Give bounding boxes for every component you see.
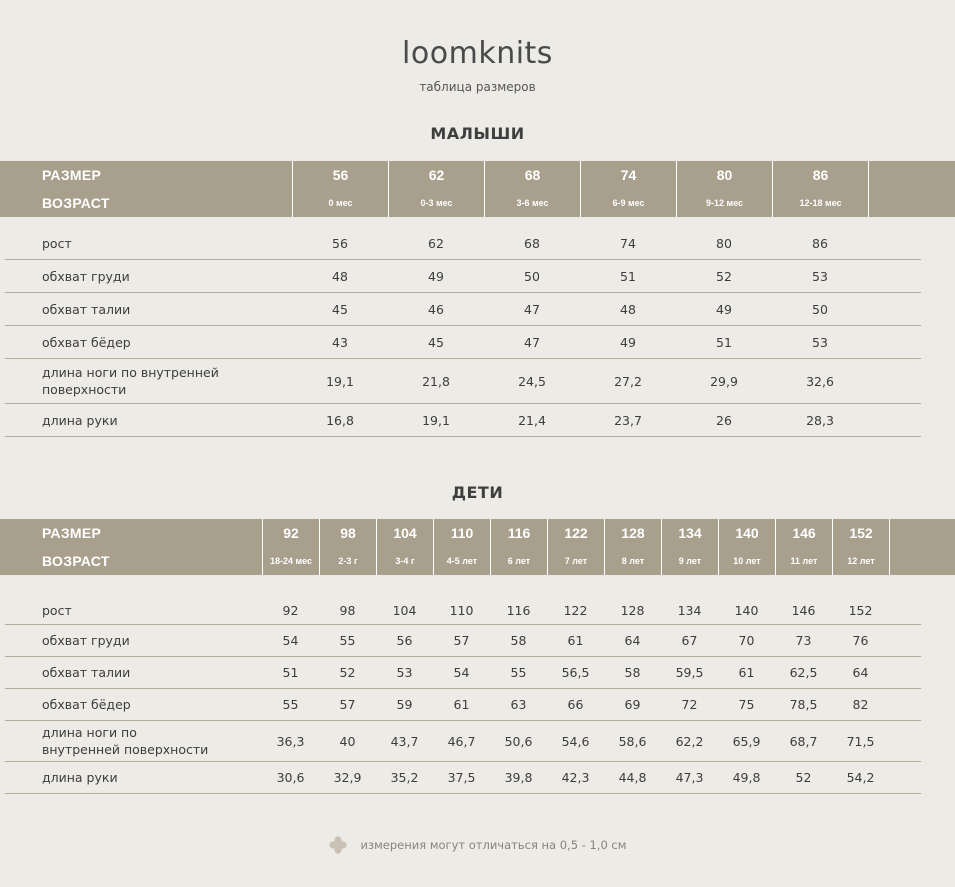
row-value: 46 [428, 301, 444, 317]
row-label: обхват бёдер [42, 334, 131, 350]
babies-age-cell: 0-3 мес [388, 189, 484, 217]
row-value: 49 [428, 268, 444, 284]
kids-age-cell: 6 лет [490, 547, 547, 575]
row-value: 50 [812, 301, 828, 317]
table-row [5, 721, 921, 762]
kids-age-cell: 3-4 г [376, 547, 433, 575]
row-value: 63 [510, 697, 527, 712]
row-label: обхват груди [42, 268, 130, 284]
footer-note-text: измерения могут отличаться на 0,5 - 1,0 см [360, 838, 627, 852]
row-value: 52 [716, 268, 732, 284]
row-value: 53 [812, 268, 828, 284]
kids-age-cell: 12 лет [832, 547, 889, 575]
row-value: 37,5 [447, 770, 476, 785]
row-value: 46,7 [447, 733, 476, 749]
kids-age-cell: 8 лет [604, 547, 661, 575]
row-label: длина руки [42, 412, 118, 428]
row-label: обхват талии [42, 301, 131, 317]
table-row [5, 689, 921, 721]
page-subtitle: таблица размеров [419, 80, 536, 94]
row-value: 116 [506, 602, 531, 618]
row-value: 30,6 [276, 770, 305, 785]
row-value: 65,9 [732, 733, 761, 749]
row-value: 52 [339, 665, 356, 680]
table-row [5, 596, 921, 625]
row-value: 47,3 [675, 770, 704, 785]
babies-age-tail [868, 189, 955, 217]
row-value: 55 [339, 633, 356, 648]
row-value: 92 [282, 602, 299, 618]
babies-size-cell: 80 [676, 161, 772, 189]
row-value: 104 [392, 602, 417, 618]
row-label: длина ноги по внутренней поверхности [42, 725, 209, 757]
row-value: 26 [716, 412, 732, 428]
table-row [5, 404, 921, 437]
row-label: обхват бёдер [42, 697, 131, 712]
babies-size-cell: 74 [580, 161, 676, 189]
row-value: 61 [567, 633, 584, 648]
row-value: 39,8 [504, 770, 533, 785]
row-value: 43 [332, 334, 348, 350]
row-value: 152 [848, 602, 873, 618]
row-value: 55 [282, 697, 299, 712]
row-value: 49 [716, 301, 732, 317]
row-value: 35,2 [390, 770, 419, 785]
row-value: 68 [524, 236, 540, 251]
row-value: 67 [681, 633, 698, 648]
cross-icon [329, 836, 347, 854]
row-value: 146 [791, 602, 816, 618]
table-row [5, 359, 921, 404]
row-value: 110 [449, 602, 474, 618]
row-value: 16,8 [326, 412, 354, 428]
babies-age-cell: 6-9 мес [580, 189, 676, 217]
kids-size-tail [889, 519, 955, 547]
row-value: 128 [620, 602, 645, 618]
row-value: 68,7 [789, 733, 818, 749]
row-value: 75 [738, 697, 755, 712]
row-value: 66 [567, 697, 584, 712]
row-value: 54 [453, 665, 470, 680]
row-value: 32,6 [806, 373, 834, 389]
babies-size-tail [868, 161, 955, 189]
kids-size-band [0, 519, 955, 547]
row-value: 51 [620, 268, 636, 284]
kids-size-cell: 140 [718, 519, 775, 547]
table-row [5, 762, 921, 794]
row-value: 19,1 [422, 412, 450, 428]
kids-age-cell: 2-3 г [319, 547, 376, 575]
row-value: 49 [620, 334, 636, 350]
row-value: 64 [624, 633, 641, 648]
row-value: 58 [624, 665, 641, 680]
row-value: 56 [332, 236, 348, 251]
row-value: 19,1 [326, 373, 354, 389]
kids-table [0, 596, 955, 794]
kids-age-cell: 9 лет [661, 547, 718, 575]
row-value: 53 [396, 665, 413, 680]
row-value: 49,8 [732, 770, 761, 785]
babies-age-cell: 12-18 мес [772, 189, 868, 217]
row-value: 52 [795, 770, 812, 785]
row-value: 72 [681, 697, 698, 712]
babies-age-cell: 9-12 мес [676, 189, 772, 217]
row-value: 78,5 [789, 697, 818, 712]
row-label: обхват талии [42, 665, 131, 680]
table-row [5, 293, 921, 326]
row-value: 23,7 [614, 412, 642, 428]
row-value: 32,9 [333, 770, 362, 785]
kids-age-cell: 7 лет [547, 547, 604, 575]
row-value: 140 [734, 602, 759, 618]
row-value: 42,3 [561, 770, 590, 785]
row-label: длина руки [42, 770, 118, 785]
kids-size-cell: 110 [433, 519, 490, 547]
row-value: 59,5 [675, 665, 704, 680]
table-row [5, 625, 921, 657]
kids-size-cell: 98 [319, 519, 376, 547]
row-value: 82 [852, 697, 869, 712]
row-value: 59 [396, 697, 413, 712]
kids-age-cell: 11 лет [775, 547, 832, 575]
babies-table [0, 228, 955, 437]
row-value: 56,5 [561, 665, 590, 680]
row-value: 40 [339, 733, 356, 749]
row-value: 45 [428, 334, 444, 350]
babies-size-cell: 62 [388, 161, 484, 189]
babies-age-band [0, 189, 955, 217]
kids-size-cell: 152 [832, 519, 889, 547]
kids-age-band [0, 547, 955, 575]
babies-size-cell: 56 [292, 161, 388, 189]
row-value: 86 [812, 236, 828, 251]
row-value: 44,8 [618, 770, 647, 785]
brand-logo: loomknits [402, 36, 553, 71]
row-value: 80 [716, 236, 732, 251]
row-value: 56 [396, 633, 413, 648]
row-value: 122 [563, 602, 588, 618]
row-value: 24,5 [518, 373, 546, 389]
kids-age-cell: 4-5 лет [433, 547, 490, 575]
babies-age-cell: 3-6 мес [484, 189, 580, 217]
row-value: 76 [852, 633, 869, 648]
kids-age-tail [889, 547, 955, 575]
babies-size-label: РАЗМЕР [42, 167, 102, 183]
row-value: 54,6 [561, 733, 590, 749]
row-value: 48 [620, 301, 636, 317]
row-value: 58,6 [618, 733, 647, 749]
kids-age-cell: 18-24 мес [262, 547, 319, 575]
kids-size-cell: 104 [376, 519, 433, 547]
row-value: 57 [453, 633, 470, 648]
row-value: 61 [453, 697, 470, 712]
kids-size-cell: 128 [604, 519, 661, 547]
row-value: 48 [332, 268, 348, 284]
row-label: обхват груди [42, 633, 130, 648]
row-value: 55 [510, 665, 527, 680]
row-value: 47 [524, 301, 540, 317]
kids-size-cell: 146 [775, 519, 832, 547]
row-value: 74 [620, 236, 636, 251]
row-value: 43,7 [390, 733, 419, 749]
row-value: 64 [852, 665, 869, 680]
row-value: 62,5 [789, 665, 818, 680]
babies-size-band [0, 161, 955, 189]
kids-size-label: РАЗМЕР [42, 525, 102, 541]
row-value: 51 [282, 665, 299, 680]
row-label: рост [42, 602, 72, 618]
row-value: 54 [282, 633, 299, 648]
row-label: длина ноги по внутренней поверхности [42, 365, 219, 397]
table-row [5, 260, 921, 293]
babies-section-title: МАЛЫШИ [430, 124, 525, 143]
kids-age-cell: 10 лет [718, 547, 775, 575]
kids-size-cell: 122 [547, 519, 604, 547]
row-value: 21,8 [422, 373, 450, 389]
babies-age-cell: 0 мес [292, 189, 388, 217]
row-value: 70 [738, 633, 755, 648]
row-value: 28,3 [806, 412, 834, 428]
kids-size-cell: 134 [661, 519, 718, 547]
row-value: 50,6 [504, 733, 533, 749]
row-value: 62 [428, 236, 444, 251]
babies-size-cell: 86 [772, 161, 868, 189]
row-value: 27,2 [614, 373, 642, 389]
kids-size-cell: 92 [262, 519, 319, 547]
table-row [5, 657, 921, 689]
table-row [5, 228, 921, 260]
row-label: рост [42, 236, 72, 251]
row-value: 71,5 [846, 733, 875, 749]
babies-size-cell: 68 [484, 161, 580, 189]
row-value: 134 [677, 602, 702, 618]
row-value: 62,2 [675, 733, 704, 749]
row-value: 51 [716, 334, 732, 350]
row-value: 57 [339, 697, 356, 712]
row-value: 29,9 [710, 373, 738, 389]
row-value: 69 [624, 697, 641, 712]
row-value: 58 [510, 633, 527, 648]
row-value: 47 [524, 334, 540, 350]
babies-age-label: ВОЗРАСТ [42, 195, 110, 211]
kids-section-title: ДЕТИ [451, 483, 504, 502]
footer-note [0, 836, 955, 854]
row-value: 54,2 [846, 770, 875, 785]
kids-size-cell: 116 [490, 519, 547, 547]
row-value: 21,4 [518, 412, 546, 428]
row-value: 50 [524, 268, 540, 284]
row-value: 45 [332, 301, 348, 317]
row-value: 73 [795, 633, 812, 648]
kids-age-label: ВОЗРАСТ [42, 553, 110, 569]
table-row [5, 326, 921, 359]
row-value: 53 [812, 334, 828, 350]
row-value: 61 [738, 665, 755, 680]
row-value: 36,3 [276, 733, 305, 749]
row-value: 98 [339, 602, 356, 618]
